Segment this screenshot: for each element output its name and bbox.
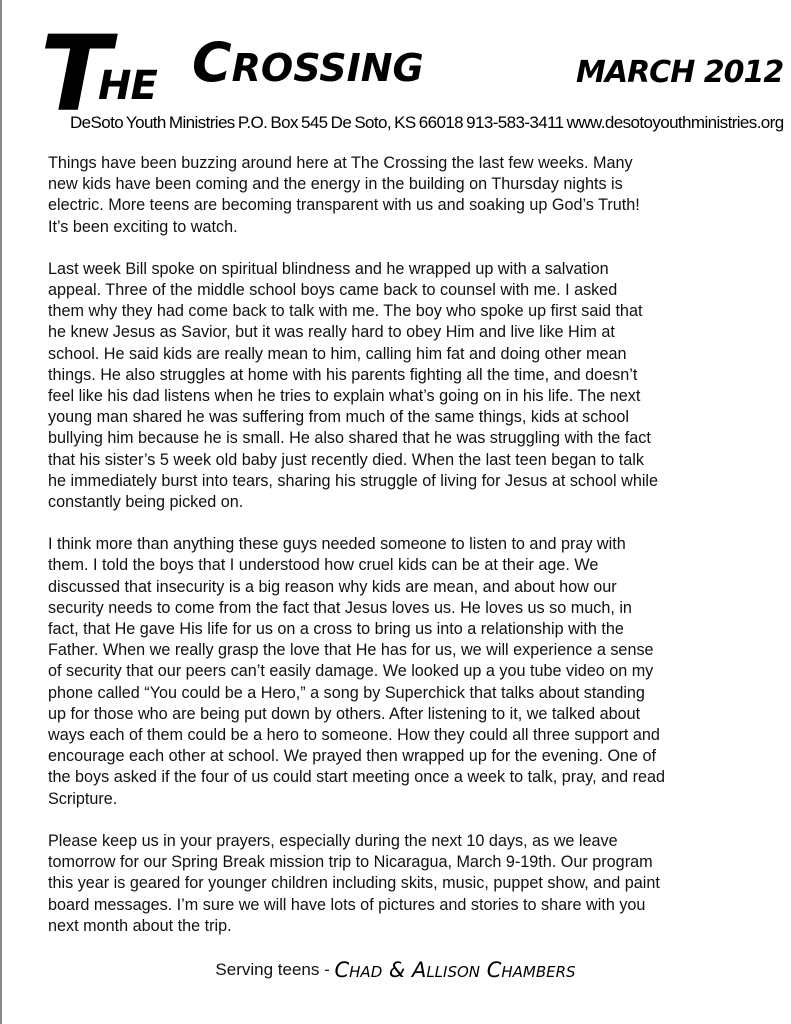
newsletter-article [48, 153, 758, 937]
article-paragraph [48, 153, 758, 238]
paragraph-line: appeal. Three of the middle school boys came back to counsel with me. I asked [48, 281, 618, 300]
paragraph-line: things. He also struggles at home with his parents fighting all the time, and doesn’t [48, 365, 638, 384]
paragraph-line: bullying him because he is small. He also shared that he was struggling with the fact [48, 429, 651, 448]
paragraph-line: that his sister’s 5 week old baby just recently died. When the last teen began to talk [48, 450, 644, 469]
issue-date: MARCH 2012 [576, 55, 784, 90]
paragraph-line: the boys asked if the four of us could start meeting once a week to talk, pray, and read [48, 768, 665, 787]
paragraph-line: electric. More teens are becoming transparent with us and soaking up God’s Truth! [48, 196, 640, 215]
paragraph-line: new kids have been coming and the energy in the building on Thursday nights is [48, 175, 623, 194]
paragraph-line: next month about the trip. [48, 916, 232, 935]
paragraph-line: Father. When we really grasp the love that He has for us, we will experience a sense [48, 641, 654, 660]
paragraph-line: discussed that insecurity is a big reason why kids are mean, and about how our [48, 577, 617, 596]
paragraph-line: up for those who are being put down by others. After listening to it, we talked about [48, 704, 641, 723]
article-paragraph [48, 259, 758, 513]
signature-names: Chad & Allison Chambers [334, 957, 576, 982]
paragraph-line: fact, that He gave His life for us on a cross to bring us into a relationship with the [48, 620, 624, 639]
paragraph-line: security needs to come from the fact that Jesus loves us. He loves us so much, in [48, 598, 632, 617]
paragraph-line: constantly being picked on. [48, 493, 244, 512]
paragraph-line: this year is geared for younger children including skits, music, puppet show, and paint [48, 874, 660, 893]
paragraph-line: young man shared he was suffering from much of the same things, kids at school [48, 408, 629, 427]
paragraph-line: Last week Bill spoke on spiritual blindness and he wrapped up with a salvation [48, 259, 609, 278]
title-first-letter: T [40, 13, 111, 135]
contact-address-line: DeSoto Youth Ministries P.O. Box 545 De Soto, KS 66018 913-583-3411 www.desotoyouthministries.org [70, 113, 784, 132]
page-left-border [0, 0, 2, 1024]
paragraph-line: I think more than anything these guys needed someone to listen to and pray with [48, 535, 626, 554]
paragraph-line: It’s been exciting to watch. [48, 217, 238, 236]
article-paragraph [48, 831, 758, 937]
paragraph-line: feel like his dad listens when he tries to explain what’s going on in his life. The next [48, 387, 641, 406]
paragraph-line: he knew Jesus as Savior, but it was really hard to obey Him and live like Him at [48, 323, 615, 342]
signature-block [0, 958, 791, 982]
paragraph-line: phone called “You could be a Hero,” a song by Superchick that talks about standing [48, 683, 645, 702]
newsletter-masthead [0, 0, 791, 145]
paragraph-line: tomorrow for our Spring Break mission trip to Nicaragua, March 9-19th. Our program [48, 853, 653, 872]
paragraph-line: Please keep us in your prayers, especially during the next 10 days, as we leave [48, 831, 618, 850]
article-paragraph [48, 534, 758, 810]
paragraph-line: them. I told the boys that I understood how cruel kids can be at their age. We [48, 556, 599, 575]
title-first-word-rest: HE [98, 63, 157, 109]
paragraph-line: of security that our peers can’t easily damage. We looked up a you tube video on my [48, 662, 654, 681]
title-second-word: Crossing [192, 31, 424, 94]
paragraph-line: he immediately burst into tears, sharing his struggle of living for Jesus at school while [48, 471, 659, 490]
paragraph-line: encourage each other at school. We prayed then wrapped up for the evening. One of [48, 747, 657, 766]
paragraph-line: school. He said kids are really mean to him, calling him fat and doing other mean [48, 344, 627, 363]
paragraph-line: ways each of them could be a hero to someone. How they could all three support and [48, 726, 660, 745]
paragraph-line: Scripture. [48, 789, 118, 808]
signature-prefix: Serving teens - [215, 959, 335, 979]
paragraph-line: board messages. I’m sure we will have lots of pictures and stories to share with you [48, 895, 646, 914]
paragraph-line: Things have been buzzing around here at The Crossing the last few weeks. Many [48, 154, 633, 172]
paragraph-line: them why they had come back to talk with me. The boy who spoke up first said that [48, 302, 643, 321]
